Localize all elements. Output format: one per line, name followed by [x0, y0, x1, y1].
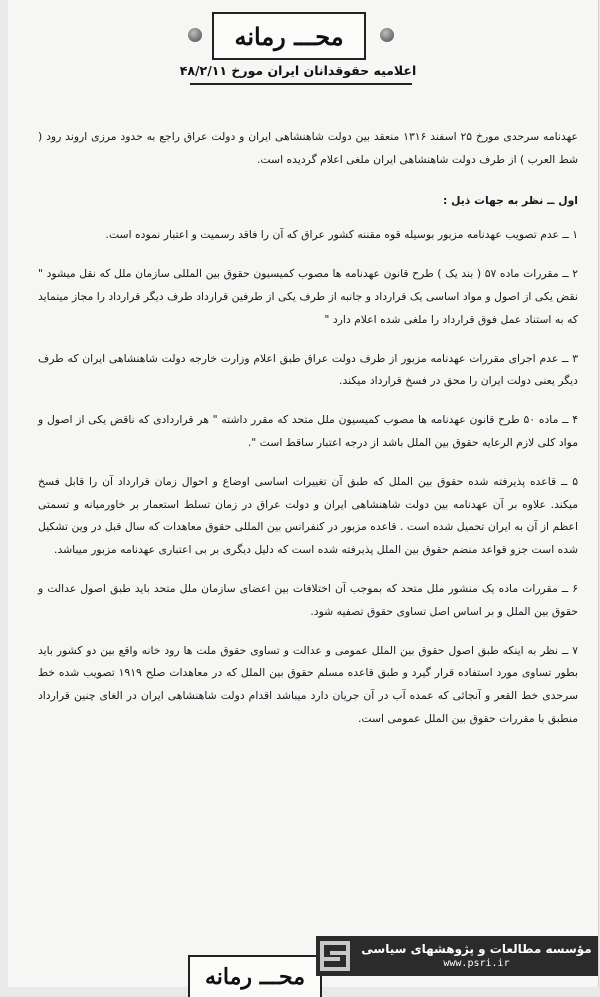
- item-7: ۷ ــ نظر به اینکه طبق اصول حقوق بین الملل عمومی و عدالت و تساوی حقوق ملت ها رود خانه واقع بین دو کشور باید بطور تساوی مورد استفاده قرار گیرد و طبق قاعده مسلم حقوق بین الملل که در معاهدات صلح ۱۹۱۹ تصویب شده خط سرحدی خط القعر و آنجائی که عمده آب در آن جریان دارد میباشد اقدام دولت شاهنشاهی ایران در الغای چنین قرارداد منطبق با مقررات حقوق بین الملل عمومی است.: [38, 643, 578, 725]
- item-1: ۱ ــ عدم تصویب عهدنامه مزبور بوسیله قوه مقننه کشور عراق که آن را فاقد رسمیت و اعتبار نموده است.: [105, 228, 578, 242]
- item-4: ۴ ــ ماده ۵۰ طرح قانون عهدنامه ها مصوب کمیسیون ملل متحد که مقرر داشته " هر قراردادی که ناقض یکی از اصول و مواد کلی لازم الرعایه حقوق بین الملل باشد از درجه اعتبار ساقط است ".: [38, 413, 578, 449]
- document-page: [8, 0, 598, 990]
- item-2: ۲ ــ مقررات ماده ۵۷ ( بند یک ) طرح قانون عهدنامه ها مصوب کمیسیون حقوق بین المللی سازمان ملل که نقل میشود " نقض یکی از اصول و مواد اساسی یک قرارداد و جانبه از طرف یکی از طرفین قرارداد طرف دیگر قرارداد را مجاز مینماید که به استناد عمل فوق قرارداد را ملغی شده اعلام دارد ": [38, 267, 578, 326]
- item-3: ۳ ــ عدم اجرای مقررات عهدنامه مزبور از طرف دولت عراق طبق اعلام وزارت خارجه دولت شاهنشاهی ایران که طرف دیگر یعنی دولت ایران را محق در فسخ قرارداد میکند.: [38, 351, 578, 388]
- institute-name: مؤسسه مطالعات و پژوهشهای سیاسی: [361, 942, 592, 956]
- punch-hole-right: [380, 28, 394, 42]
- institute-url[interactable]: www.psri.ir: [443, 958, 510, 969]
- confidential-stamp-top: محـــ رمانه: [212, 12, 366, 60]
- item-5: ۵ ــ قاعده پذیرفته شده حقوق بین الملل که طبق آن تغییرات اساسی اوضاع و احوال زمان قرارداد آن را قابل فسخ میکند. علاوه بر آن عهدنامه بین دولت شاهنشاهی ایران و دولت عراق در زمان تسلط استعمار بر خاورمیانه و تسمتی اعظم از آن به ایران تحمیل شده است . قاعده مزبور در کنفرانس بین المللی حقوق معاهدات که سال قبل در وین تشکیل شده است جزو قواعد منضم حقوق بین الملل پذیرفته شده است که دلیل دیگری بر بی اعتباری عهدنامه مزبور میباشد.: [38, 474, 578, 557]
- institute-logo-icon: [320, 941, 350, 971]
- section-heading: اول ــ نظر به جهات ذیل :: [443, 193, 578, 207]
- institute-watermark: [316, 936, 598, 976]
- document-title: اعلامیه حقوقدانان ایران مورخ ۴۸/۲/۱۱: [179, 63, 417, 78]
- intro-paragraph: عهدنامه سرحدی مورخ ۲۵ اسفند ۱۳۱۶ منعقد بین دولت شاهنشاهی ایران و دولت عراق راجع به حدود مرزی اروند رود ( شط العرب ) از طرف دولت شاهنشاهی ایران ملغی اعلام گردیده است.: [38, 130, 578, 166]
- confidential-stamp-bottom: محـــ رمانه: [188, 955, 322, 997]
- document-body: [38, 126, 578, 747]
- watermark-text: [355, 942, 598, 970]
- item-6: ۶ ــ مقررات ماده یک منشور ملل متحد که بموجب آن اختلافات بین اعضای سازمان ملل متحد باید طبق اصول عدالت و حقوق بین الملل و بر اساس اصل تساوی حقوق تصفیه شود.: [38, 581, 578, 618]
- title-underline: [190, 83, 412, 85]
- punch-hole-left: [188, 28, 202, 42]
